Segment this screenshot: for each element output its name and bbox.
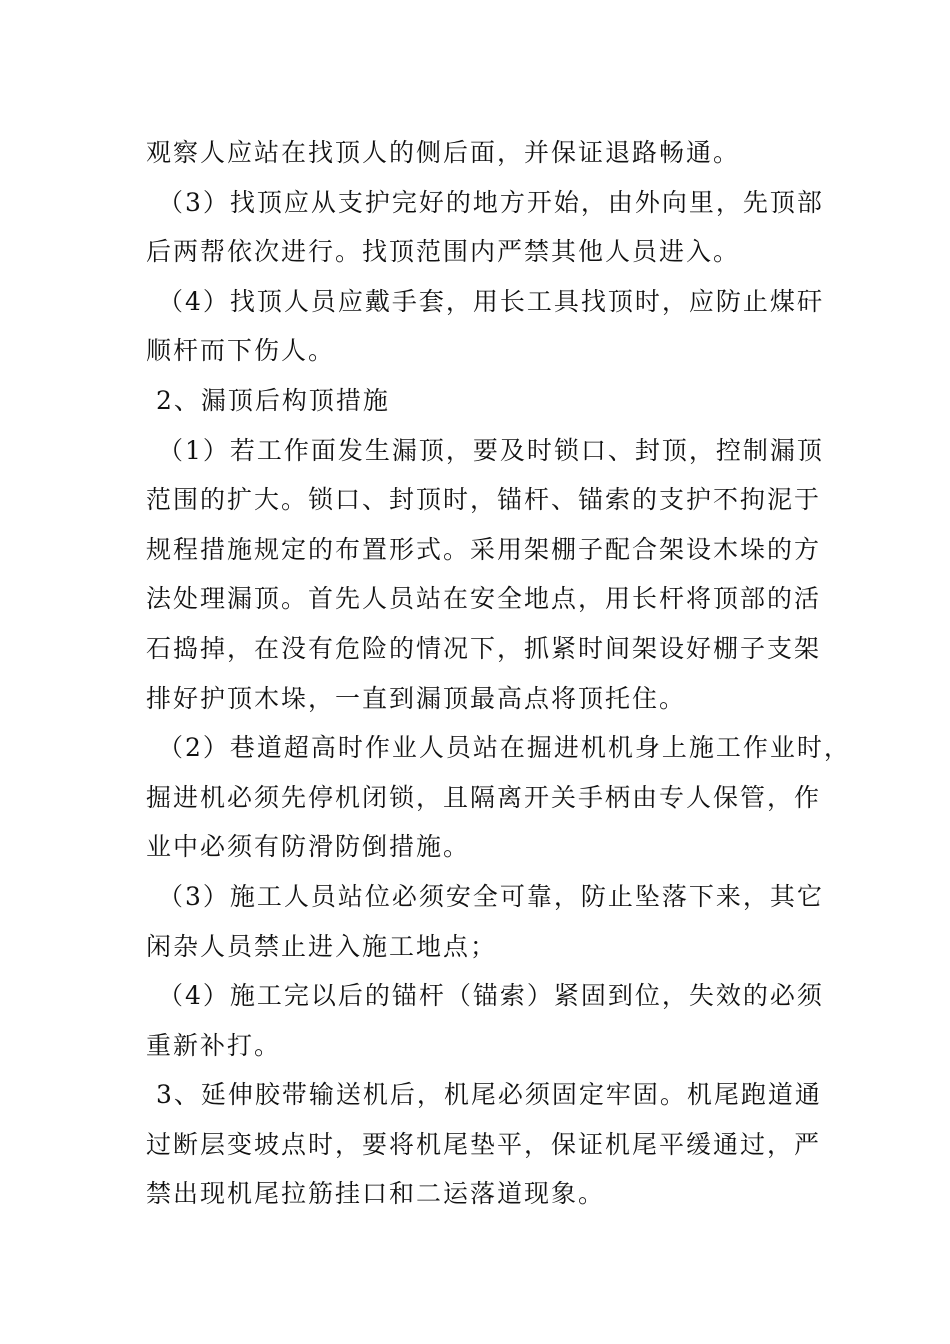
section-heading: 2、漏顶后构顶措施: [156, 385, 390, 415]
text-line: （2）巷道超高时作业人员站在掘进机机身上施工作业时，: [158, 733, 851, 763]
text-line: 顺杆而下伤人。: [146, 336, 336, 366]
text-line: 过断层变坡点时，要将机尾垫平，保证机尾平缓通过，严: [146, 1129, 822, 1159]
text-line: 排好护顶木垛，一直到漏顶最高点将顶托住。: [146, 683, 687, 713]
text-line: 后两帮依次进行。找顶范围内严禁其他人员进入。: [146, 237, 741, 267]
text-line: （1）若工作面发生漏顶，要及时锁口、封顶，控制漏顶: [158, 435, 824, 465]
text-line: （4）施工完以后的锚杆（锚索）紧固到位，失效的必须: [158, 981, 824, 1011]
text-line: （3）施工人员站位必须安全可靠，防止坠落下来，其它: [158, 881, 824, 911]
text-line: 观察人应站在找顶人的侧后面，并保证退路畅通。: [146, 138, 741, 167]
body-text: [146, 128, 851, 1219]
text-line: 禁出现机尾拉筋挂口和二运落道现象。: [146, 1179, 606, 1209]
text-line: 业中必须有防滑防倒措施。: [146, 832, 471, 862]
text-line: 规程措施规定的布置形式。采用架棚子配合架设木垛的方: [146, 534, 822, 564]
text-line: 重新补打。: [146, 1030, 282, 1060]
text-line: 范围的扩大。锁口、封顶时，锚杆、锚索的支护不拘泥于: [146, 485, 822, 515]
text-line: 3、延伸胶带输送机后，机尾必须固定牢固。机尾跑道通: [156, 1080, 822, 1110]
text-line: 掘进机必须先停机闭锁，且隔离开关手柄由专人保管，作: [146, 782, 822, 812]
text-line: （3）找顶应从支护完好的地方开始，由外向里，先顶部: [158, 187, 824, 217]
text-line: 法处理漏顶。首先人员站在安全地点，用长杆将顶部的活: [146, 584, 822, 614]
text-line: 石捣掉，在没有危险的情况下，抓紧时间架设好棚子支架: [146, 633, 822, 663]
text-line: （4）找顶人员应戴手套，用长工具找顶时，应防止煤矸: [158, 286, 824, 316]
text-line: 闲杂人员禁止进入施工地点；: [146, 931, 498, 961]
